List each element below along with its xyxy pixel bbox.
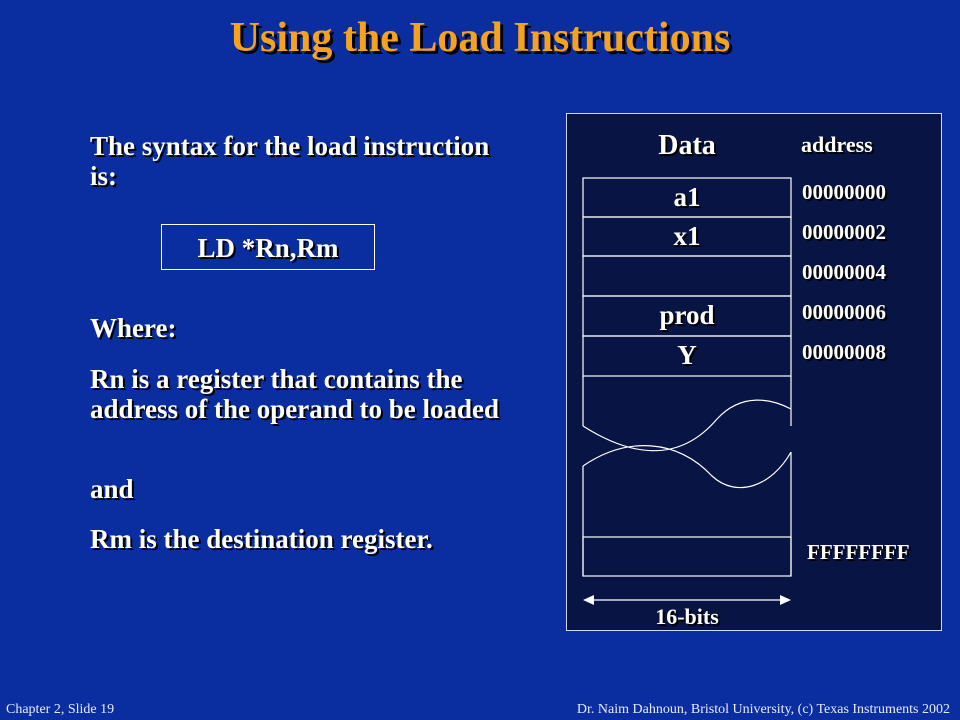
syntax-intro: The syntax for the load instruction is:	[90, 131, 490, 191]
slide-title: Using the Load Instructions	[229, 15, 731, 61]
memory-cell-last	[583, 537, 791, 576]
and-label: and	[90, 474, 134, 504]
address-8: 00000008	[802, 340, 886, 364]
address-header: address	[801, 132, 873, 157]
address-2: 00000002	[802, 220, 886, 244]
address-4: 00000004	[802, 260, 886, 284]
address-0: 00000000	[802, 180, 886, 204]
footer-credits: Dr. Naim Dahnoun, Bristol University, (c) Texas Instruments 2002	[576, 702, 950, 717]
cell-label-empty	[583, 256, 791, 295]
data-header: Data	[658, 130, 716, 161]
rn-description: Rn is a register that contains the address of the operand to be loaded	[90, 364, 500, 424]
break-wave-bottom	[583, 446, 791, 488]
memory-side-lower	[583, 452, 791, 576]
memory-diagram	[566, 113, 942, 631]
cell-label-x1: x1	[673, 221, 701, 251]
rm-description: Rm is the destination register.	[90, 524, 433, 554]
cell-label-a1: a1	[673, 182, 701, 212]
cell-label-y: Y	[677, 340, 697, 370]
address-last: FFFFFFFF	[807, 540, 910, 564]
address-6: 00000006	[802, 300, 886, 324]
footer-slide-number: Chapter 2, Slide 19	[6, 702, 115, 717]
width-arrow-right-head	[780, 595, 791, 605]
width-label: 16-bits	[655, 604, 719, 629]
memory-side-upper	[583, 376, 791, 426]
where-label: Where:	[90, 313, 177, 343]
width-arrow-left-head	[583, 595, 594, 605]
code-box: LD *Rn,Rm	[161, 224, 375, 270]
break-wave-top	[583, 400, 791, 451]
cell-label-prod: prod	[659, 300, 715, 330]
